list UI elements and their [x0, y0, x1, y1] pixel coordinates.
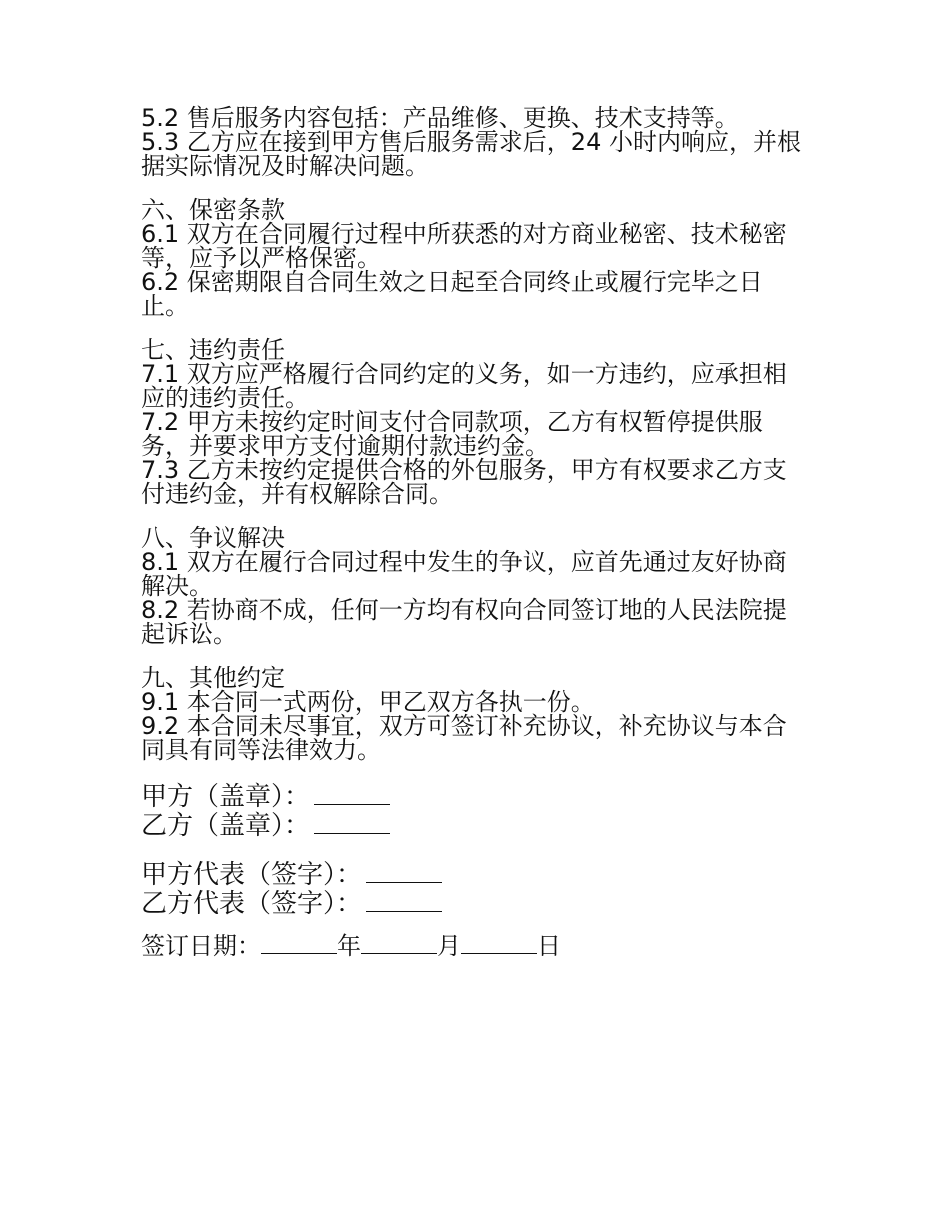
month-label: 月: [437, 932, 461, 960]
clause-8-1: 8.1 双方在履行合同过程中发生的争议，应首先通过友好协商解决。: [141, 548, 787, 600]
signing-date-label: 签订日期：: [141, 932, 261, 960]
party-a-seal-row: [141, 782, 809, 811]
section-5: [141, 106, 809, 178]
clause-7-3: 7.3 乙方未按约定提供合格的外包服务，甲方有权要求乙方支付违约金，并有权解除合同。: [141, 456, 787, 508]
section-7: [141, 338, 809, 506]
clause-6-2: 6.2 保密期限自合同生效之日起至合同终止或履行完毕之日止。: [141, 268, 763, 320]
party-b-rep-row: [141, 889, 809, 918]
year-blank[interactable]: [261, 933, 337, 954]
party-b-seal-row: [141, 811, 809, 840]
party-a-seal-label: 甲方（盖章）：: [141, 782, 311, 812]
party-a-rep-blank[interactable]: [366, 860, 442, 883]
seal-block: [141, 782, 809, 840]
party-b-rep-blank[interactable]: [366, 889, 442, 912]
contract-page: [141, 106, 809, 960]
party-a-seal-blank[interactable]: [314, 782, 390, 805]
party-a-rep-row: [141, 860, 809, 889]
clause-6-1: 6.1 双方在合同履行过程中所获悉的对方商业秘密、技术秘密等，应予以严格保密。: [141, 220, 787, 272]
day-blank[interactable]: [461, 933, 537, 954]
section-heading: 七、违约责任: [141, 336, 285, 364]
day-label: 日: [537, 932, 561, 960]
clause-5-3: 5.3 乙方应在接到甲方售后服务需求后，24 小时内响应，并根据实际情况及时解决问题。: [141, 128, 801, 180]
clause-8-2: 8.2 若协商不成，任何一方均有权向合同签订地的人民法院提起诉讼。: [141, 596, 787, 648]
year-label: 年: [337, 932, 361, 960]
party-b-seal-blank[interactable]: [314, 811, 390, 834]
party-a-rep-label: 甲方代表（签字）：: [141, 860, 363, 890]
section-8: [141, 526, 809, 646]
section-heading: 九、其他约定: [141, 664, 285, 692]
section-heading: 六、保密条款: [141, 196, 285, 224]
section-6: [141, 198, 809, 318]
month-blank[interactable]: [361, 933, 437, 954]
clause-9-2: 9.2 本合同未尽事宜，双方可签订补充协议，补充协议与本合同具有同等法律效力。: [141, 712, 787, 764]
representative-block: [141, 860, 809, 918]
section-9: [141, 666, 809, 762]
signing-date-row: [141, 932, 809, 960]
party-b-seal-label: 乙方（盖章）：: [141, 811, 311, 841]
party-b-rep-label: 乙方代表（签字）：: [141, 889, 363, 919]
section-heading: 八、争议解决: [141, 524, 285, 552]
clause-9-1: 9.1 本合同一式两份，甲乙双方各执一份。: [141, 688, 595, 716]
clause-5-2: 5.2 售后服务内容包括：产品维修、更换、技术支持等。: [141, 104, 739, 132]
clause-7-2: 7.2 甲方未按约定时间支付合同款项，乙方有权暂停提供服务，并要求甲方支付逾期付款违约金。: [141, 408, 763, 460]
clause-7-1: 7.1 双方应严格履行合同约定的义务，如一方违约，应承担相应的违约责任。: [141, 360, 787, 412]
